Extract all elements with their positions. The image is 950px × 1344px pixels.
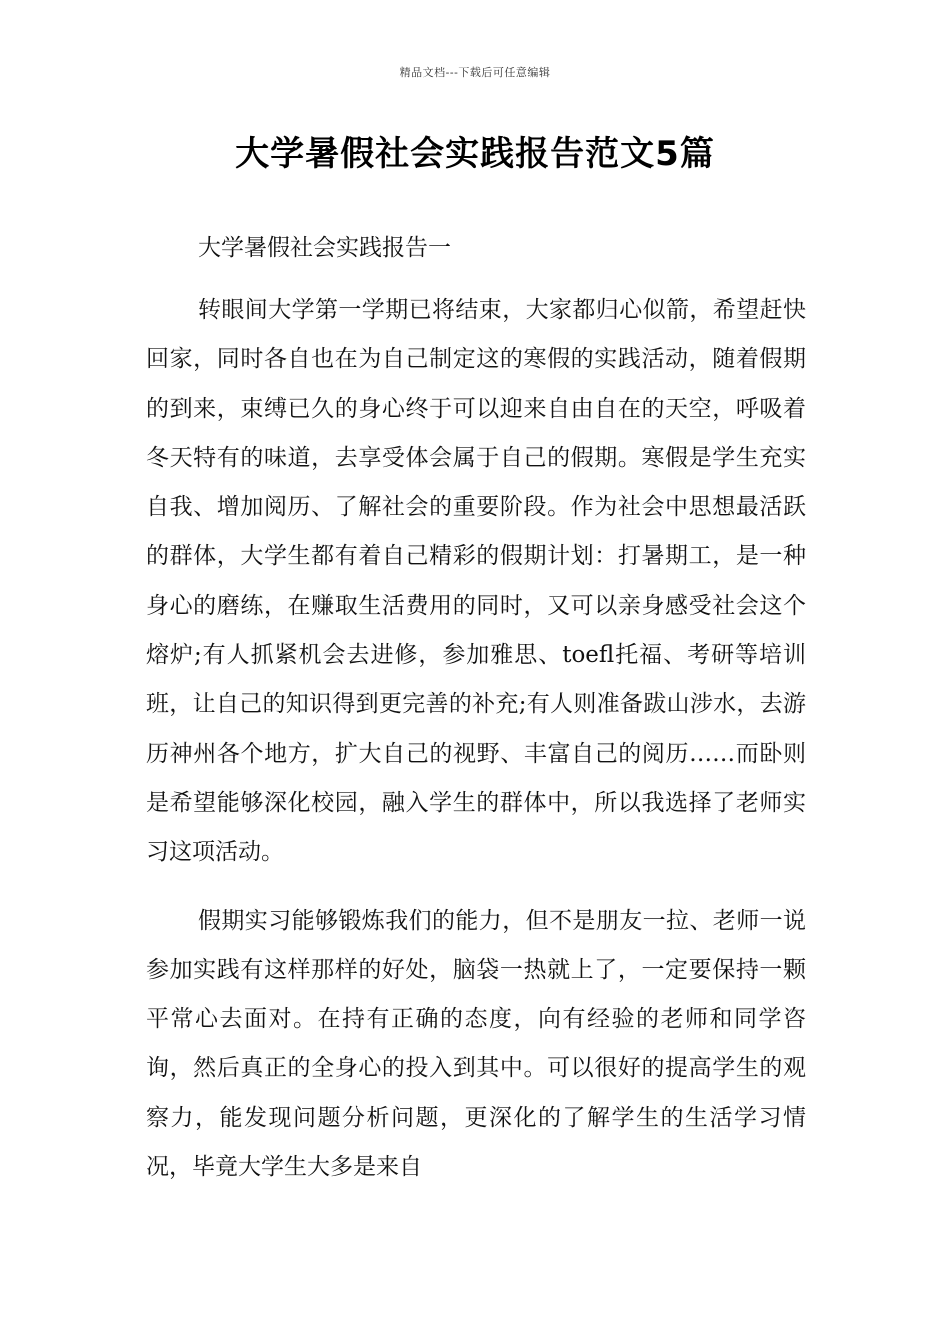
document-title: 大学暑假社会实践报告范文5篇 — [235, 134, 715, 174]
section-heading: 大学暑假社会实践报告一 — [198, 235, 451, 261]
paragraph-1: 转眼间大学第一学期已将结束，大家都归心似箭，希望赶快回家，同时各自也在为自己制定这的寒假的实践活动，随着假期的到来，束缚已久的身心终于可以迎来自由自在的天空，呼吸着冬天特有的味道，去享受体会属于自己的假期。寒假是学生充实自我、增加阅历、了解社会的重要阶段。作为社会中思想最活跃的群体，大学生都有着自己精彩的假期计划：打暑期工，是一种身心的磨练，在赚取生活费用的同时，又可以亲身感受社会这个熔炉;有人抓紧机会去进修，参加雅思、toefl托福、考研等培训班，让自己的知识得到更完善的补充;有人则准备跋山涉水，去游历神州各个地方，扩大自己的视野、丰富自己的阅历……而卧则是希望能够深化校园，融入学生的群体中，所以我选择了老师实习这项活动。 — [146, 297, 806, 866]
document-body — [146, 230, 806, 1211]
paragraph-2: 假期实习能够锻炼我们的能力，但不是朋友一拉、老师一说参加实践有这样那样的好处，脑袋一热就上了，一定要保持一颗平常心去面对。在持有正确的态度，向有经验的老师和同学咨询，然后真正的全身心的投入到其中。可以很好的提高学生的观察力，能发现问题分析问题，更深化的了解学生的生活学习情况，毕竟大学生大多是来自 — [146, 907, 806, 1181]
header-note: 精品文档---下载后可任意编辑 — [399, 66, 551, 79]
